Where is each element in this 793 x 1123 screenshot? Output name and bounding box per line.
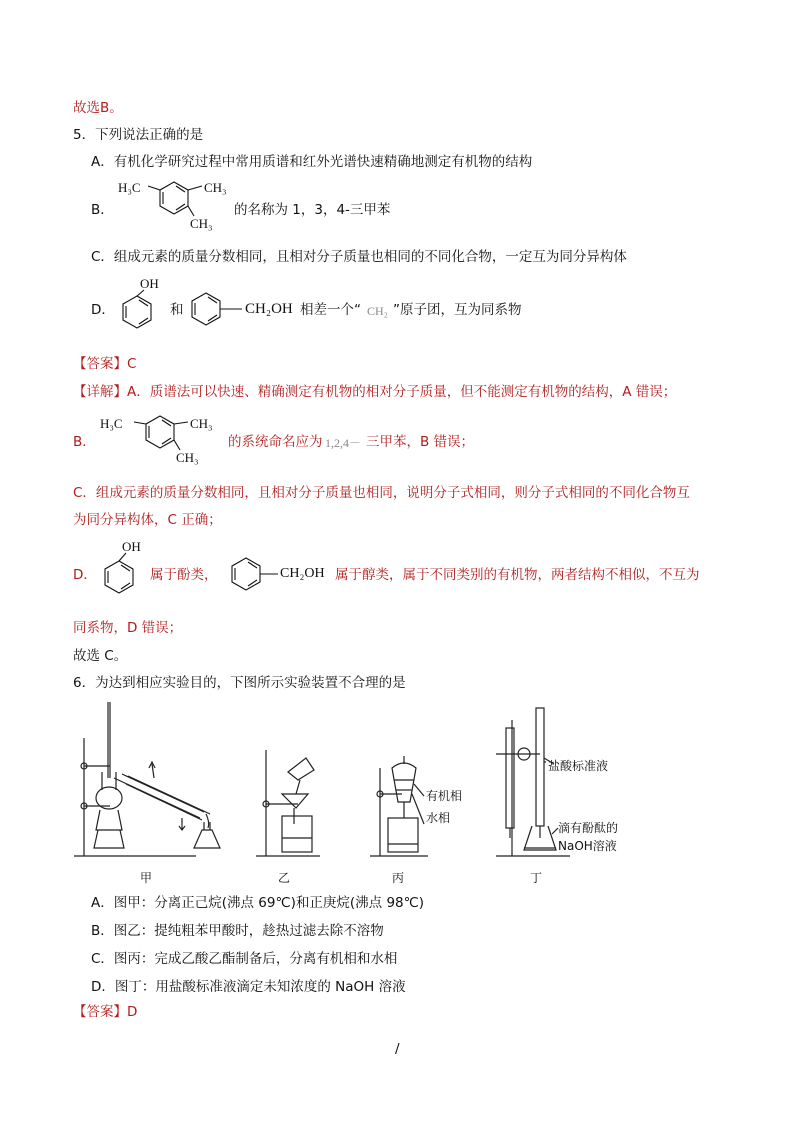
q5-option-d-suffix: ”原子团，互为同系物 — [393, 302, 522, 318]
q5-detail-b-text-2: 三甲苯，B 错误； — [366, 434, 475, 450]
apparatus-ding — [496, 708, 618, 856]
h3c-label: H₃C — [100, 416, 123, 431]
caption-jia: 甲 — [140, 871, 153, 885]
ding-hcl-label: 盐酸标准液 — [548, 759, 609, 773]
h3c-label: H₃C — [118, 180, 141, 195]
oh-label: OH — [140, 276, 159, 291]
q5-stem: 5．下列说法正确的是 — [73, 127, 204, 143]
q5-detail-b-num: 1,2,4－ — [325, 436, 362, 450]
benzyl-alcohol-structure — [186, 291, 246, 327]
q5-detail-d-text-1: 属于酚类， — [150, 567, 218, 583]
q5-detail-d-line-2: 同系物，D 错误； — [73, 620, 183, 636]
bing-organic-layer-label: 有机相 — [426, 789, 463, 803]
q6-stem: 6．为达到相应实验目的，下图所示实验装置不合理的是 — [73, 675, 406, 691]
q5-detail-d-text-2: 属于醇类，属于不同类别的有机物，两者结构不相似，不互为 — [335, 567, 700, 583]
apparatus-jia — [74, 702, 220, 856]
q5-detail-a-row — [73, 383, 676, 401]
trimethylbenzene-structure-detail — [100, 410, 230, 465]
q5-conclusion: 故选 C。 — [73, 648, 128, 664]
q5-option-a: A．有机化学研究过程中常用质谱和红外光谱快速精确地测定有机物的结构 — [91, 154, 533, 170]
q5-detail-d-ch2oh: CH₂OH — [280, 566, 325, 581]
ch3-label: CH₃ — [190, 216, 213, 231]
q6-option-c: C．图丙：完成乙酸乙酯制备后，分离有机相和水相 — [91, 951, 398, 967]
detail-a-text: A．质谱法可以快速、精确测定有机物的相对分子质量，但不能测定有机物的结构，A 错误； — [127, 384, 677, 400]
q5-detail-d-label: D． — [73, 567, 97, 583]
answer-bracket: 【答案】 — [73, 356, 127, 372]
q5-option-d-ch2: CH₂ — [367, 304, 388, 318]
q6-answer-row — [73, 1003, 137, 1021]
detail-bracket: 【详解】 — [73, 384, 127, 400]
page-number: / — [395, 1041, 400, 1057]
ding-naoh-label: NaOH溶液 — [558, 839, 617, 853]
caption-bing: 丙 — [392, 871, 405, 885]
answer-value: C — [127, 356, 137, 372]
q5-option-d-and: 和 — [170, 302, 184, 318]
trimethylbenzene-structure — [118, 178, 238, 231]
q6-option-b: B．图乙：提纯粗苯甲酸时，趁热过滤去除不溶物 — [91, 923, 384, 939]
ch3-label: CH₃ — [190, 416, 213, 431]
experiment-apparatus-figure — [70, 698, 670, 888]
q5-option-b-text: 的名称为 1，3，4-三甲苯 — [234, 202, 391, 218]
ding-phenolphthalein-label: 滴有酚酞的 — [558, 821, 619, 835]
answer-bracket: 【答案】 — [73, 1004, 127, 1020]
q5-detail-c-line-1: C．组成元素的质量分数相同，且相对分子质量也相同，说明分子式相同，则分子式相同的不同化合物互 — [73, 485, 690, 501]
caption-yi: 乙 — [278, 871, 291, 885]
q5-option-b-label: B． — [91, 202, 114, 218]
q5-option-d-mid: 相差一个“ — [300, 302, 361, 318]
answer-value: D — [127, 1004, 138, 1020]
phenol-structure — [118, 278, 158, 338]
q5-option-c: C．组成元素的质量分数相同，且相对分子质量也相同的不同化合物，一定互为同分异构体 — [91, 249, 627, 265]
oh-label: OH — [122, 539, 141, 554]
q6-option-a: A．图甲：分离正己烷(沸点 69℃)和正庚烷(沸点 98℃) — [91, 895, 425, 911]
q6-option-d: D．图丁：用盐酸标准液滴定未知浓度的 NaOH 溶液 — [91, 979, 406, 995]
benzyl-alcohol-structure-detail — [226, 556, 286, 592]
apparatus-yi — [256, 750, 320, 856]
ch3-label: CH₃ — [176, 450, 199, 465]
bing-water-layer-label: 水相 — [426, 811, 451, 825]
q5-answer-row — [73, 355, 136, 373]
caption-ding: 丁 — [530, 871, 543, 885]
ch3-label: CH₃ — [204, 180, 227, 195]
q5-option-d-label: D． — [91, 302, 115, 318]
q4-conclusion: 故选B。 — [73, 100, 123, 116]
q5-detail-c-line-2: 为同分异构体，C 正确； — [73, 512, 222, 528]
q5-detail-b-label: B． — [73, 434, 96, 450]
q5-option-d-ch2oh: CH₂OH — [245, 301, 293, 317]
phenol-structure-detail — [100, 541, 140, 605]
q5-detail-b-text-1: 的系统命名应为 — [228, 434, 323, 450]
apparatus-bing — [370, 756, 462, 856]
